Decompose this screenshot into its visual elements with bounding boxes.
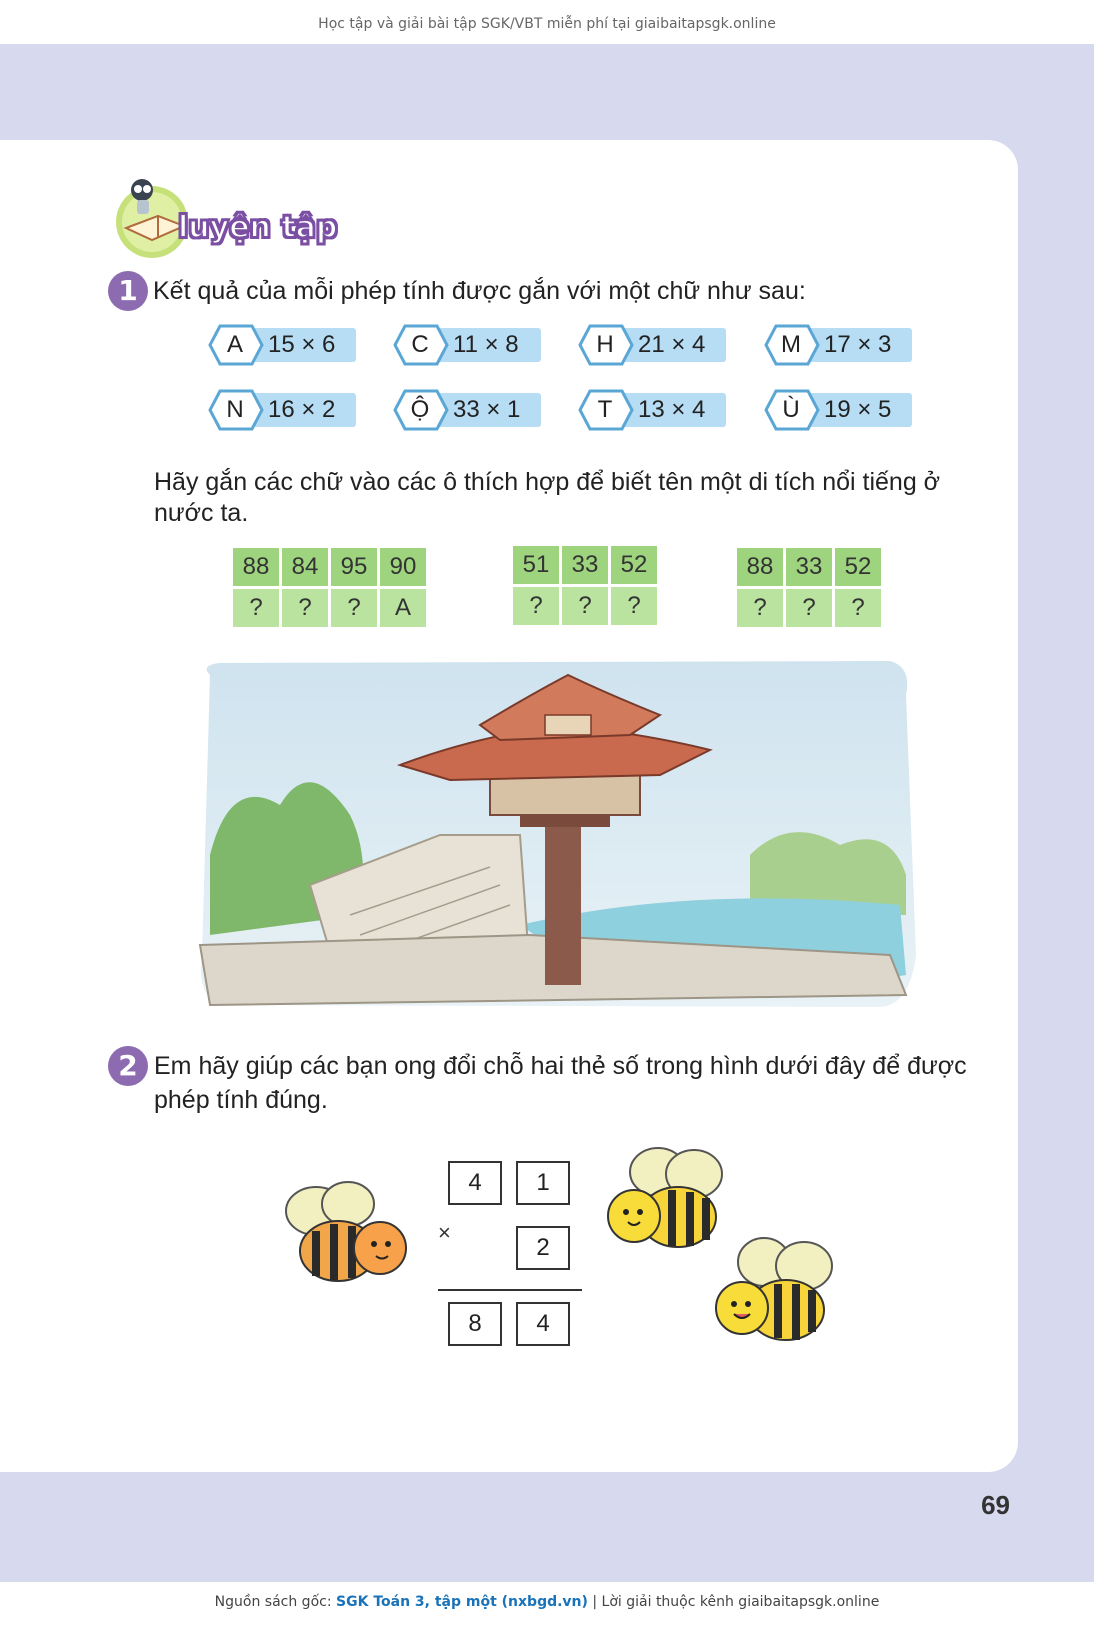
tag-letter: N xyxy=(226,396,244,423)
grid-number: 84 xyxy=(282,548,328,586)
number-card-top-ones[interactable]: 1 xyxy=(516,1161,570,1205)
grid-number: 33 xyxy=(786,548,832,586)
multiply-operator: × xyxy=(438,1220,451,1245)
exercise-1-number: 1 xyxy=(108,271,148,311)
tag-expression: 13 × 4 xyxy=(638,396,706,423)
tag-expression: 33 × 1 xyxy=(453,396,521,423)
result-line xyxy=(438,1289,582,1291)
exercise-1-instruction: Hãy gắn các chữ vào các ô thích hợp để biết tên một di tích nổi tiếng ở nước ta. xyxy=(154,468,941,527)
exercise-2-prompt-line-2: phép tính đúng. xyxy=(154,1086,328,1114)
footer-suffix: | Lời giải thuộc kênh giaibaitapsgk.online xyxy=(587,1594,880,1610)
tag-expression: 11 × 8 xyxy=(453,331,519,358)
number-card-multiplier[interactable]: 2 xyxy=(516,1226,570,1270)
yellow-bee-2-icon xyxy=(706,1232,846,1352)
grid-answer[interactable]: ? xyxy=(835,589,881,627)
number-card-top-tens[interactable]: 4 xyxy=(448,1161,502,1205)
exercise-2-prompt-line-1: Em hãy giúp các bạn ong đổi chỗ hai thẻ số trong hình dưới đây để được xyxy=(154,1052,967,1080)
grid-number: 88 xyxy=(233,548,279,586)
grid-number: 52 xyxy=(835,548,881,586)
grid-answer[interactable]: ? xyxy=(786,589,832,627)
exercise-2-number: 2 xyxy=(108,1046,148,1086)
grid-number: 88 xyxy=(737,548,783,586)
letter-tag xyxy=(208,325,358,365)
letter-tag xyxy=(764,325,914,365)
tag-expression: 19 × 5 xyxy=(824,396,892,423)
answer-grid-1 xyxy=(233,548,426,627)
grid-number: 95 xyxy=(331,548,377,586)
tag-letter: M xyxy=(781,331,801,358)
number-card-result-tens[interactable]: 8 xyxy=(448,1302,502,1346)
grid-number: 52 xyxy=(611,546,657,584)
tag-expression: 16 × 2 xyxy=(268,396,336,423)
number-card-result-ones[interactable]: 4 xyxy=(516,1302,570,1346)
tag-letter: Ù xyxy=(782,396,800,423)
tag-letter: C xyxy=(411,331,429,358)
letter-tag xyxy=(393,390,543,430)
one-pillar-pagoda-illustration xyxy=(190,655,920,1015)
grid-answer[interactable]: ? xyxy=(233,589,279,627)
grid-answer[interactable]: ? xyxy=(737,589,783,627)
tag-expression: 21 × 4 xyxy=(638,331,706,358)
footer-prefix: Nguồn sách gốc: xyxy=(214,1594,337,1610)
letter-tag xyxy=(764,390,914,430)
tag-letter: H xyxy=(596,331,614,358)
grid-answer: A xyxy=(380,589,426,627)
letter-tag xyxy=(208,390,358,430)
answer-grid-3 xyxy=(737,548,881,627)
tag-expression: 17 × 3 xyxy=(824,331,892,358)
grid-answer[interactable]: ? xyxy=(331,589,377,627)
tag-letter: A xyxy=(226,331,243,358)
bottom-banner xyxy=(0,1582,1094,1626)
letter-tag xyxy=(578,390,728,430)
page-number: 69 xyxy=(981,1490,1010,1520)
letter-tag xyxy=(393,325,543,365)
orange-bee-icon xyxy=(276,1176,416,1306)
grid-answer[interactable]: ? xyxy=(611,587,657,625)
section-title: luyện tập xyxy=(178,210,338,245)
grid-answer[interactable]: ? xyxy=(513,587,559,625)
grid-answer[interactable]: ? xyxy=(562,587,608,625)
grid-number: 51 xyxy=(513,546,559,584)
grid-number: 90 xyxy=(380,548,426,586)
grid-number: 33 xyxy=(562,546,608,584)
tag-letter: Ộ xyxy=(410,396,430,423)
letter-tag xyxy=(578,325,728,365)
grid-answer[interactable]: ? xyxy=(282,589,328,627)
answer-grid-2 xyxy=(513,546,657,625)
exercise-1-prompt: Kết quả của mỗi phép tính được gắn với một chữ như sau: xyxy=(153,277,806,305)
footer-source-link[interactable]: SGK Toán 3, tập một (nxbgd.vn) xyxy=(336,1594,588,1610)
top-banner: Học tập và giải bài tập SGK/VBT miễn phí tại giaibaitapsgk.online xyxy=(0,0,1094,44)
tag-letter: T xyxy=(597,396,613,423)
tag-expression: 15 × 6 xyxy=(268,331,336,358)
